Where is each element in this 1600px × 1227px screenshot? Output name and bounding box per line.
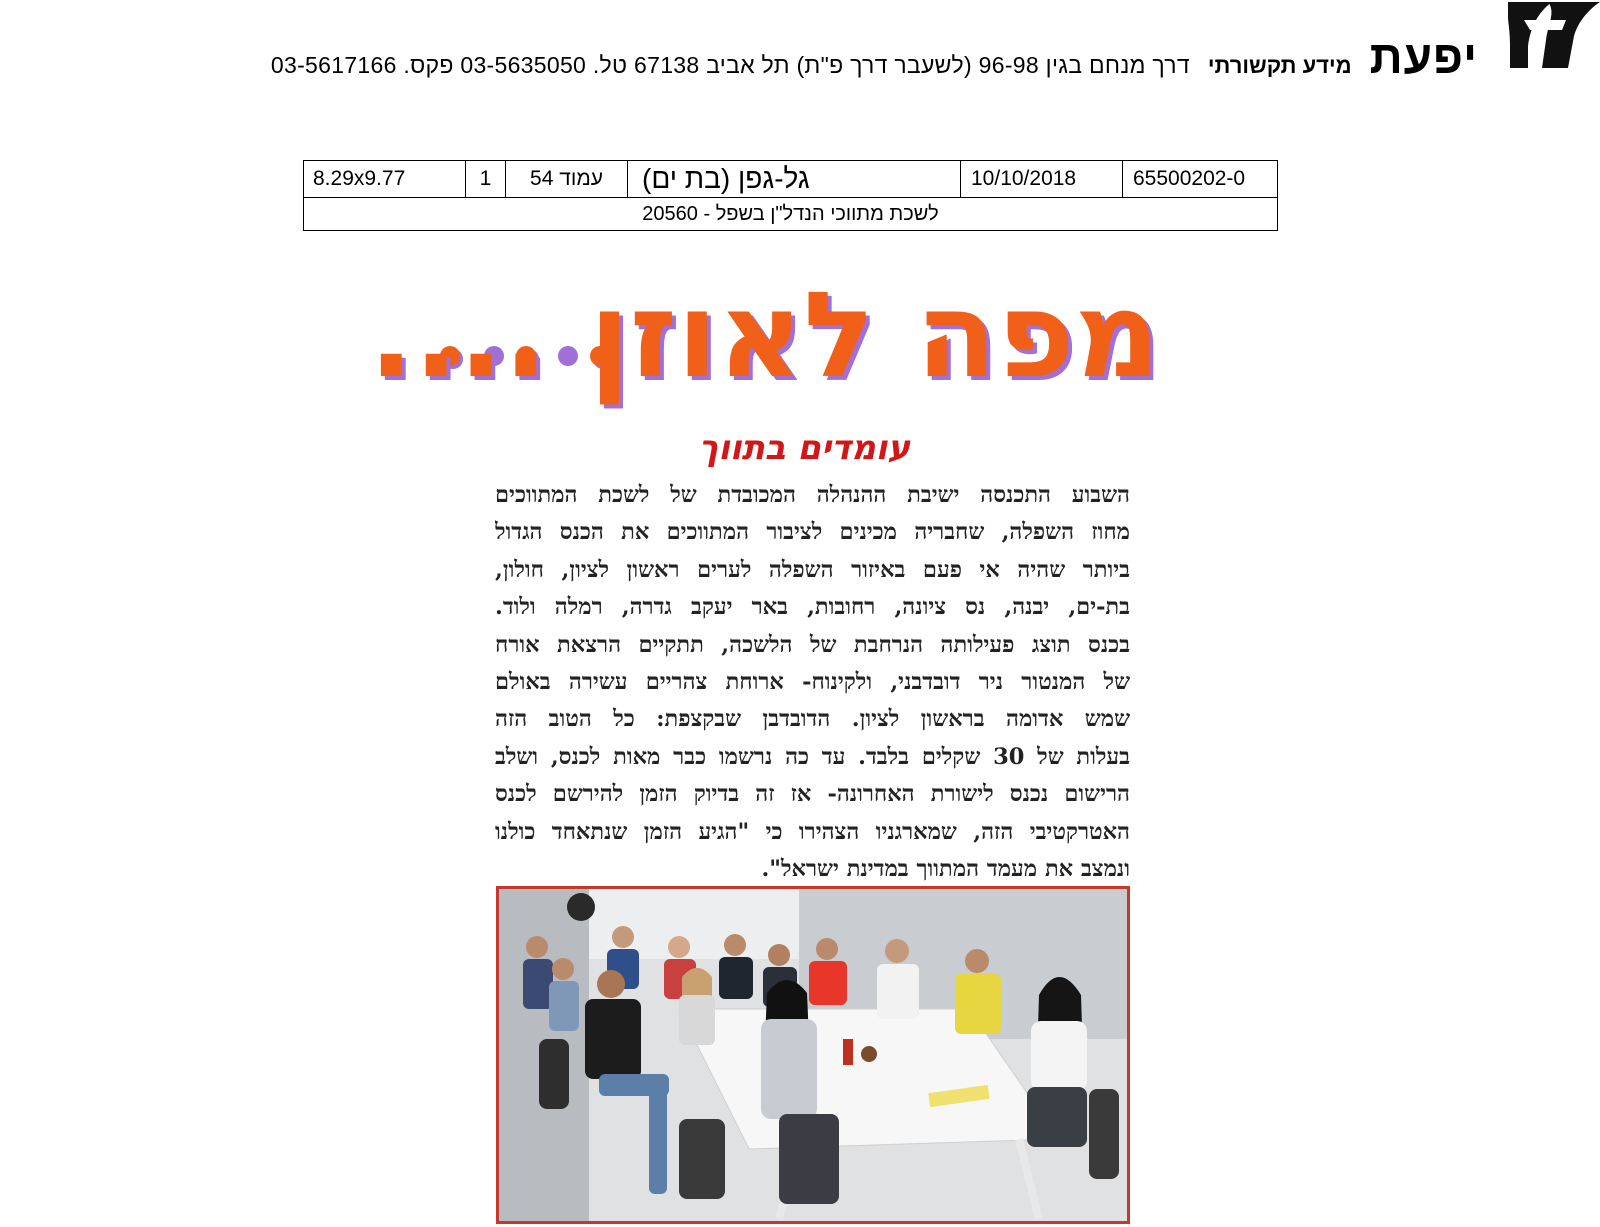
- source-value: גל-גפן (בת ים): [642, 163, 810, 194]
- source-cell: [628, 161, 961, 197]
- headline-block: [368, 255, 1160, 415]
- article-body: [495, 477, 1130, 889]
- brand-tagline: מידע תקשורתי: [1207, 53, 1352, 78]
- id-cell: [1123, 161, 1277, 197]
- header-bar: [271, 30, 1478, 90]
- page-value: עמוד 54: [530, 167, 603, 190]
- article-line: בעלות של 30 שקלים בלבד. עד כה נרשמו כבר מאות לכנס, ושלב: [495, 743, 1130, 770]
- article-line: ביותר שהיה אי פעם באיזור השפלה לערים ראשון לציון, חולון,: [495, 556, 1130, 583]
- yifat-logo-icon: [1508, 2, 1600, 70]
- article-line: השבוע התכנסה ישיבת ההנהלה המכובדת של לשכת המתווכים: [495, 482, 1130, 508]
- date-cell: [961, 161, 1123, 197]
- date-value: 10/10/2018: [971, 167, 1077, 190]
- page-cell: [506, 161, 628, 197]
- group-photo: [496, 886, 1130, 1224]
- size-value: 8.29x9.77: [313, 167, 406, 190]
- article-line: הרישום נכנס לישורת האחרונה- אז זה בדיוק הזמן להירשם לכנס: [495, 781, 1130, 808]
- contact-info: דרך מנחם בגין 96-98 (לשעבר דרך פ"ת) תל אביב 67138 טל. 03-5635050 פקס. 03-5617166: [270, 52, 1190, 78]
- article-id-value: 65500202-0: [1133, 167, 1246, 190]
- article-line: של המנטור ניר דובדבני, ולקינוח- ארוחת צהריים עשירה באולם: [495, 668, 1130, 695]
- article-line: שמש אדומה בראשון לציון. הדובדבן שבקצפת: כל הטוב הזה: [495, 706, 1130, 733]
- article-line: ונמצב את מעמד המתווך במדינת ישראל".: [761, 855, 1130, 882]
- clipping-meta-table: [303, 160, 1278, 231]
- subheading: עומדים בתווך: [698, 428, 910, 468]
- group-photo-illustration: [499, 889, 1127, 1221]
- article-line: מחוז השפלה, שחבריה מכינים לציבור המתווכים את הכנס הגדול: [495, 519, 1130, 546]
- size-cell: [304, 161, 466, 197]
- client-row: [304, 198, 1277, 231]
- meta-row: [304, 161, 1277, 198]
- headline: מפה לאוזן ....: [368, 266, 1160, 404]
- brand-name: יפעת: [1369, 31, 1478, 83]
- client-value: לשכת מתווכי הנדל"ן בשפל - 20560: [642, 203, 939, 225]
- article-line: האטרקטיבי הזה, שמארגניו הצהירו כי "הגיע הזמן שנתאחד כולנו: [495, 818, 1130, 845]
- count-value: 1: [479, 167, 492, 190]
- article-line: בכנס תוצג פעילותה הנרחבת של הלשכה, תתקיים הרצאת אורח: [495, 631, 1130, 658]
- article-line: בת-ים, יבנה, נס ציונה, רחובות, באר יעקב גדרה, רמלה ולוד.: [495, 594, 1130, 621]
- count-cell: [466, 161, 506, 197]
